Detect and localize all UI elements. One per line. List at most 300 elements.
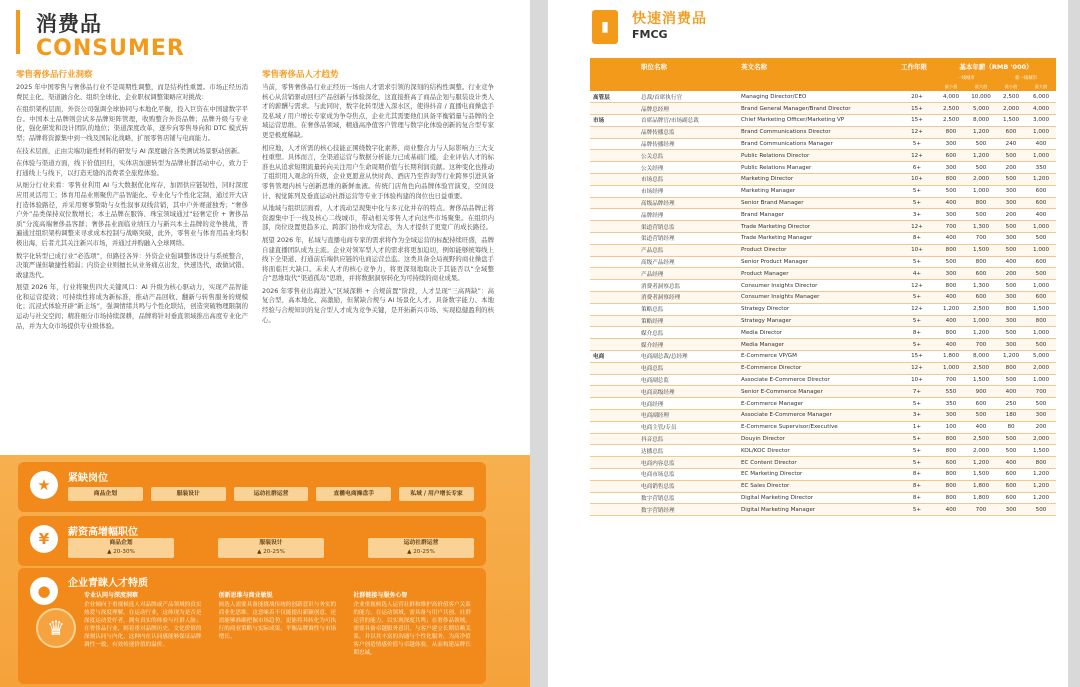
salary-cell: 700 xyxy=(936,221,966,233)
salary-cell: 300 xyxy=(996,185,1026,197)
talent-trend-column xyxy=(262,70,494,328)
table-row xyxy=(590,480,1056,492)
position-cn-header: 职位名称 xyxy=(638,58,738,74)
salary-cell: 500 xyxy=(996,244,1026,256)
salary-cell: 350 xyxy=(1026,162,1056,174)
position-cn-cell: 电商高级经理 xyxy=(638,386,738,398)
years-cell: 20+ xyxy=(898,91,936,103)
position-cn-cell: 电商经理 xyxy=(638,398,738,410)
dept-cell xyxy=(590,150,638,162)
dept-cell xyxy=(590,480,638,492)
salary-cell: 500 xyxy=(1026,398,1056,410)
years-cell: 6+ xyxy=(898,162,936,174)
years-cell: 5+ xyxy=(898,197,936,209)
position-en-cell: EC Marketing Director xyxy=(738,469,898,481)
position-en-cell: Marketing Manager xyxy=(738,185,898,197)
position-en-cell: E-Commerce Director xyxy=(738,362,898,374)
years-cell: 4+ xyxy=(898,268,936,280)
salary-cell: 900 xyxy=(966,386,996,398)
dept-header xyxy=(590,58,638,74)
salary-cell: 500 xyxy=(1026,233,1056,245)
paragraph: 相应地，人才所需的核心技能正围绕数字化素养、商业整合力与人际影响力三大支柱重塑。具体而言，全渠道运营与数据分析能力已成基础门槛，企业评估人才的标准也从追求短期流量转向关注用户生命周期价值与长期利润贡献。这种变化也推动了组织用人观念的升级，企业更愿意从快时尚、酒店乃至咨询等行业跨界引进具备零售管理内核与创新思维的新鲜血液。传统门店角色向品牌体验官演变，空间设计、视觉陈列及垂直运动社群运营等专业于体验构建的岗位也日益重要。 xyxy=(262,143,494,200)
salary-cell: 350 xyxy=(936,398,966,410)
position-en-cell: Trade Marketing Director xyxy=(738,221,898,233)
dept-cell: 电商 xyxy=(590,351,638,363)
salary-cell: 700 xyxy=(966,233,996,245)
salary-cell: 100 xyxy=(936,421,966,433)
position-en-cell: Digital Marketing Manager xyxy=(738,504,898,516)
salary-cell: 500 xyxy=(996,433,1026,445)
dept-cell xyxy=(590,374,638,386)
salary-cell: 600 xyxy=(996,469,1026,481)
dept-cell xyxy=(590,457,638,469)
salary-cell: 600 xyxy=(966,292,996,304)
salary-cell: 400 xyxy=(936,504,966,516)
salary-cell: 1,000 xyxy=(1026,221,1056,233)
position-en-cell: Managing Director/CEO xyxy=(738,91,898,103)
paragraph: 展望 2026 年，私域与直播电商专家的需求将作为全域运营的标配持续旺盛，品牌自建直播团队成为主流。企业对领军型人才的需求将更加迫切，例如能够统筹线上线下全渠道、打通前后端供应链的电商运营总监。这类具备全局视野的商业操盘手将面临巨大缺口。未来人才的核心竞争力，将更深刻地取决于其能否以“全域整合”思维取代“渠道孤岛”思维，并将数据洞察转化为可持续的商业成果。 xyxy=(262,235,494,283)
dept-cell xyxy=(590,292,638,304)
salary-cell: 400 xyxy=(936,292,966,304)
position-cn-cell: 数字营销经理 xyxy=(638,504,738,516)
position-en-cell: KOL/KOC Director xyxy=(738,445,898,457)
salary-increase-title: 薪资高增幅职位 xyxy=(68,527,138,538)
salary-cell: 800 xyxy=(1026,457,1056,469)
salary-cell: 1,200 xyxy=(1026,174,1056,186)
salary-cell: 300 xyxy=(936,209,966,221)
hot-position-chip: 服装设计 xyxy=(151,487,226,501)
salary-cell: 800 xyxy=(936,492,966,504)
position-cn-cell: 市场经理 xyxy=(638,185,738,197)
dept-cell xyxy=(590,339,638,351)
salary-cell: 250 xyxy=(996,398,1026,410)
salary-cell: 1,000 xyxy=(1026,374,1056,386)
salary-cell: 300 xyxy=(936,138,966,150)
salary-cell: 400 xyxy=(1026,209,1056,221)
position-en-cell: Digital Marketing Director xyxy=(738,492,898,504)
salary-cell: 1,200 xyxy=(966,457,996,469)
years-cell: 15+ xyxy=(898,351,936,363)
dept-cell xyxy=(590,398,638,410)
salary-cell: 8,000 xyxy=(966,351,996,363)
position-cn-cell: 电商主管/专员 xyxy=(638,421,738,433)
years-header: 工作年限 xyxy=(898,58,936,74)
position-en-cell: Strategy Director xyxy=(738,303,898,315)
position-cn-cell: 电商副总裁/总经理 xyxy=(638,351,738,363)
table-row xyxy=(590,386,1056,398)
salary-cell: 700 xyxy=(966,504,996,516)
hot-position-chip: 商品企划 xyxy=(68,487,143,501)
position-cn-cell: 市场总监 xyxy=(638,174,738,186)
salary-cell: 1,500 xyxy=(966,374,996,386)
table-row xyxy=(590,327,1056,339)
years-cell: 3+ xyxy=(898,209,936,221)
years-cell: 10+ xyxy=(898,244,936,256)
industry-insight-heading: 零售奢侈品行业洞察 xyxy=(16,70,93,80)
position-cn-cell: 高级品牌经理 xyxy=(638,197,738,209)
position-en-cell: Brand Manager xyxy=(738,209,898,221)
salary-cell: 80 xyxy=(996,421,1026,433)
salary-cell: 800 xyxy=(996,303,1026,315)
position-en-cell: E-Commerce Supervisor/Executive xyxy=(738,421,898,433)
star-icon: ★ xyxy=(30,471,58,499)
salary-cell: 500 xyxy=(966,410,996,422)
dept-cell xyxy=(590,303,638,315)
salary-cell: 2,000 xyxy=(1026,433,1056,445)
table-row xyxy=(590,91,1056,103)
hot-positions-title: 紧缺岗位 xyxy=(68,473,108,484)
position-en-header: 英文名称 xyxy=(738,58,898,74)
dept-cell xyxy=(590,445,638,457)
position-name: 运动社群运营 xyxy=(403,540,439,546)
position-cn-cell: 渠道营销经理 xyxy=(638,233,738,245)
table-row xyxy=(590,280,1056,292)
salary-cell: 500 xyxy=(936,256,966,268)
years-cell: 8+ xyxy=(898,480,936,492)
paragraph: 2025 年中国零售与奢侈品行业不是周期性调整，而是结构性重置。市场正经历消费民主化、渠道融合化、组织全球化、企业职权调整策略应对挑战： xyxy=(16,83,248,101)
position-en-cell: Douyin Director xyxy=(738,433,898,445)
paragraph: 在组织架构层面，外资公司强调全球协同与本地化平衡，投入巨资在中国建数字平台。中国本土品牌则尝试多品牌矩阵管理，收购整合外资品牌；品牌升级与专业化，强化研发和设计团队的地位；渠道深度改革，逐步向零售导向和 DTC 模式转型；品牌将资源集中到一线及国际化战略，扩展零售店铺与电商能力。 xyxy=(16,105,248,142)
position-cn-cell: 达播总监 xyxy=(638,445,738,457)
dept-cell: 高管层 xyxy=(590,91,638,103)
table-row xyxy=(590,115,1056,127)
quality-heading: 创新思维与商业敏锐 xyxy=(218,592,273,599)
hot-position-chip: 直播电商操盘手 xyxy=(316,487,391,501)
salary-cell: 300 xyxy=(936,268,966,280)
dept-cell xyxy=(590,209,638,221)
years-cell: 5+ xyxy=(898,433,936,445)
salary-cell: 1,500 xyxy=(966,244,996,256)
position-en-cell: EC Content Director xyxy=(738,457,898,469)
position-cn-cell: 产品经理 xyxy=(638,268,738,280)
salary-cell: 600 xyxy=(936,457,966,469)
table-row xyxy=(590,221,1056,233)
salary-cell: 600 xyxy=(966,398,996,410)
years-cell: 8+ xyxy=(898,469,936,481)
salary-cell: 2,500 xyxy=(966,433,996,445)
salary-cell: 2,500 xyxy=(936,115,966,127)
accent-bar xyxy=(16,10,20,54)
salary-cell: 800 xyxy=(1026,315,1056,327)
salary-cell: 600 xyxy=(1026,197,1056,209)
dept-cell: 市场 xyxy=(590,115,638,127)
table-row xyxy=(590,268,1056,280)
position-cn-cell: 高级产品经理 xyxy=(638,256,738,268)
talent-qualities-title: 企业青睐人才特质 xyxy=(68,578,148,589)
years-cell: 15+ xyxy=(898,103,936,115)
position-en-cell: E-Commerce Manager xyxy=(738,398,898,410)
salary-cell: 1,200 xyxy=(1026,492,1056,504)
years-cell: 8+ xyxy=(898,327,936,339)
salary-cell: 400 xyxy=(1026,138,1056,150)
position-cn-cell: 电商市场总监 xyxy=(638,469,738,481)
salary-cell: 700 xyxy=(966,339,996,351)
quality-body: 企业倾向于重视候选人对品牌或产品领域的真实热爱与深度理解。在运动行业，这体现为是否是深度运动爱好者，拥有真实的体验与社群人脉；在奢侈品行业，则着重对品牌历史、文化价值的深刻认同与内化，这种内在认同感能够保证品牌调性一致，有效传递价值的溢价。 xyxy=(84,602,202,648)
salary-cell: 500 xyxy=(966,162,996,174)
max-header: 最大值 xyxy=(966,82,996,91)
position-en-cell: Chief Marketing Officer/Marketing VP xyxy=(738,115,898,127)
position-en-cell: Associate E-Commerce Manager xyxy=(738,410,898,422)
salary-cell: 800 xyxy=(996,362,1026,374)
paragraph: 数字化转型已成行业“必选项”，但路径各异：外资企业强调整体设计与系统整合，决策严谨但敏捷性稍弱；内资企业则擅长从业务痛点出发，快速迭代，敢做试错、敢建迭代。 xyxy=(16,251,248,279)
salary-cell: 2,000 xyxy=(1026,362,1056,374)
paragraph: 在体验与渠道方面，线下价值回归，实体店加速转型为品牌社群活动中心，致力于打通线上与线下，以打造无缝的消费者全旅程体验。 xyxy=(16,159,248,177)
new-tier1-city-header: 新一线城市 xyxy=(996,74,1056,82)
dept-cell xyxy=(590,244,638,256)
paragraph: 从细分行业来看：零售业利用 AI 与大数据优化库存，加固供应链韧性，同时深度应用灵活用工；体育用品业则聚焦产品智能化、专业化与个性化定制，通过开大店打造体验路径，并采用赛事赞助与女性叙事双线营销，其中户外赛道独秀；“奢侈户外”品类保持双位数增长；本土品牌在服饰、珠宝领域通过“轻奢定价 + 奢侈品质”分流高端奢侈品客群；奢侈品业面临业绩压力与新兴本土品牌的竞争挑战，普遍通过组织架构调整来寻求成本控制与战略突破，此外，零售业与体育用品业均积极出海，后者尤其关注新兴市场，并通过并购融入全球网络。 xyxy=(16,181,248,247)
salary-cell: 800 xyxy=(936,327,966,339)
dept-cell xyxy=(590,280,638,292)
dept-cell xyxy=(590,421,638,433)
bottle-icon: ▮ xyxy=(592,10,618,44)
salary-cell: 800 xyxy=(936,174,966,186)
salary-cell: 500 xyxy=(966,138,996,150)
years-cell: 10+ xyxy=(898,174,936,186)
salary-cell: 400 xyxy=(936,339,966,351)
money-icon: ¥ xyxy=(30,525,58,553)
industry-insight-column xyxy=(16,70,248,334)
salary-cell: 300 xyxy=(1026,410,1056,422)
salary-cell: 300 xyxy=(996,339,1026,351)
salary-cell: 400 xyxy=(996,457,1026,469)
salary-cell: 1,000 xyxy=(1026,280,1056,292)
salary-cell: 1,500 xyxy=(996,115,1026,127)
dept-cell xyxy=(590,185,638,197)
dept-cell xyxy=(590,256,638,268)
table-row xyxy=(590,492,1056,504)
salary-cell: 500 xyxy=(1026,339,1056,351)
trophy-icon: ♛ xyxy=(36,608,76,648)
position-en-cell: Public Relations Director xyxy=(738,150,898,162)
empty-header xyxy=(590,82,936,91)
salary-cell: 500 xyxy=(996,374,1026,386)
salary-cell: 800 xyxy=(936,244,966,256)
quality-body: 企业重视候选人运营社群和维护高价值客户关系的能力。在运动领域，需具备与用户共创、社群运营的能力，以实现深度共鸣；在奢侈品领域，需要具备卓越服务意识，与客户建立长期信赖关系，并以其丰富的沟通与个性化服务，为高净值客户创造情感价值与卓越体验，从而构建品牌长期忠诚。 xyxy=(353,602,471,656)
dept-cell xyxy=(590,233,638,245)
years-cell: 5+ xyxy=(898,256,936,268)
position-en-cell: EC Sales Director xyxy=(738,480,898,492)
salary-cell: 500 xyxy=(996,174,1026,186)
salary-cell: 2,500 xyxy=(936,103,966,115)
salary-table-wrapper xyxy=(590,58,1056,516)
dept-cell xyxy=(590,410,638,422)
position-cn-cell: 电商副经理 xyxy=(638,410,738,422)
salary-cell: 300 xyxy=(936,410,966,422)
position-cn-cell: 公关总监 xyxy=(638,150,738,162)
salary-cell: 200 xyxy=(996,268,1026,280)
salary-cell: 240 xyxy=(996,138,1026,150)
position-cn-cell: 首席品牌官/市场副总裁 xyxy=(638,115,738,127)
salary-cell: 1,200 xyxy=(1026,480,1056,492)
salary-cell: 500 xyxy=(996,280,1026,292)
years-cell: 1+ xyxy=(898,421,936,433)
salary-cell: 1,300 xyxy=(966,221,996,233)
salary-cell: 600 xyxy=(1026,185,1056,197)
table-row xyxy=(590,339,1056,351)
salary-cell: 2,000 xyxy=(966,445,996,457)
salary-cell: 2,000 xyxy=(966,174,996,186)
table-row xyxy=(590,256,1056,268)
table-row xyxy=(590,315,1056,327)
salary-cell: 1,500 xyxy=(1026,303,1056,315)
salary-cell: 2,500 xyxy=(966,303,996,315)
salary-cell: 1,200 xyxy=(966,327,996,339)
salary-cell: 500 xyxy=(1026,268,1056,280)
years-cell: 5+ xyxy=(898,504,936,516)
position-en-cell: Brand General Manager/Brand Director xyxy=(738,103,898,115)
table-row xyxy=(590,398,1056,410)
position-cn-cell: 策略总监 xyxy=(638,303,738,315)
salary-cell: 300 xyxy=(996,233,1026,245)
position-cn-cell: 公关经理 xyxy=(638,162,738,174)
salary-cell: 3,000 xyxy=(1026,115,1056,127)
salary-cell: 600 xyxy=(936,150,966,162)
years-cell: 5+ xyxy=(898,339,936,351)
page-title-en: CONSUMER xyxy=(36,36,185,61)
table-row xyxy=(590,174,1056,186)
salary-cell: 500 xyxy=(996,221,1026,233)
table-row xyxy=(590,126,1056,138)
salary-cell: 500 xyxy=(996,445,1026,457)
table-row xyxy=(590,103,1056,115)
dept-cell xyxy=(590,221,638,233)
salary-cell: 200 xyxy=(996,209,1026,221)
salary-cell: 800 xyxy=(936,480,966,492)
years-cell: 12+ xyxy=(898,362,936,374)
salary-cell: 500 xyxy=(1026,504,1056,516)
years-cell: 8+ xyxy=(898,233,936,245)
salary-cell: 5,000 xyxy=(966,103,996,115)
position-en-cell: Media Director xyxy=(738,327,898,339)
position-cn-cell: 电商内容总监 xyxy=(638,457,738,469)
talent-trend-heading: 零售奢侈品人才趋势 xyxy=(262,70,339,80)
table-row xyxy=(590,445,1056,457)
salary-cell: 180 xyxy=(996,410,1026,422)
salary-cell: 1,000 xyxy=(1026,126,1056,138)
salary-increase-chip xyxy=(368,538,474,558)
salary-cell: 1,200 xyxy=(1026,469,1056,481)
position-cn-cell: 数字营销总监 xyxy=(638,492,738,504)
position-en-cell: Associate E-Commerce Director xyxy=(738,374,898,386)
years-cell: 12+ xyxy=(898,126,936,138)
salary-cell: 600 xyxy=(996,126,1026,138)
salary-table xyxy=(590,58,1056,516)
salary-cell: 800 xyxy=(936,445,966,457)
dept-cell xyxy=(590,433,638,445)
salary-cell: 2,500 xyxy=(996,91,1026,103)
table-row xyxy=(590,150,1056,162)
paragraph: 当前，零售奢侈品行业正经历一场由人才需求引领的深刻的结构性调整。行业竞争核心从营销驱动回归产品创新与体验深化，这直接推高了商品企划与服装设计类人才的薪酬与需求。与此同时，数字化转型进入深水区，使得抖音 / 直播电商操盘手及私域 / 用户增长专家成为争夺焦点，企业尤其需要他们具备平衡销量与品牌的全域运营思维。在奢侈品领域，精通高净值客户管理与数字化体验创新的复合型专家更是极度稀缺。 xyxy=(262,83,494,139)
salary-cell: 400 xyxy=(936,233,966,245)
position-cn-cell: 消费者洞察经理 xyxy=(638,292,738,304)
dept-cell xyxy=(590,103,638,115)
years-cell: 15+ xyxy=(898,115,936,127)
position-cn-cell: 电商总监 xyxy=(638,362,738,374)
salary-cell: 1,000 xyxy=(966,185,996,197)
dept-cell xyxy=(590,469,638,481)
salary-cell: 1,000 xyxy=(1026,150,1056,162)
quality-column xyxy=(353,590,476,657)
dept-cell xyxy=(590,138,638,150)
min-header: 最小值 xyxy=(936,82,966,91)
position-cn-cell: 产品总监 xyxy=(638,244,738,256)
dept-cell xyxy=(590,174,638,186)
dept-cell xyxy=(590,386,638,398)
talent-qualities-band xyxy=(18,568,486,684)
salary-cell: 600 xyxy=(1026,256,1056,268)
salary-cell: 2,000 xyxy=(996,103,1026,115)
position-en-cell: Product Manager xyxy=(738,268,898,280)
dept-cell xyxy=(590,492,638,504)
table-row xyxy=(590,362,1056,374)
table-row xyxy=(590,197,1056,209)
salary-cell: 1,200 xyxy=(966,150,996,162)
fmcg-page xyxy=(548,0,1068,687)
salary-cell: 600 xyxy=(1026,292,1056,304)
table-row xyxy=(590,457,1056,469)
position-cn-cell: 媒介总监 xyxy=(638,327,738,339)
max-header: 最大值 xyxy=(1026,82,1056,91)
paragraph: 在技术层面，正由尖端功能性材料的研发与 AI 深度融合各类测试场景驱动创新。 xyxy=(16,146,244,155)
position-en-cell: E-Commerce VP/GM xyxy=(738,351,898,363)
salary-cell: 300 xyxy=(936,162,966,174)
position-cn-cell: 品牌传播总监 xyxy=(638,126,738,138)
dept-cell xyxy=(590,162,638,174)
table-row xyxy=(590,209,1056,221)
table-row xyxy=(590,421,1056,433)
dept-cell xyxy=(590,327,638,339)
position-en-cell: Senior Brand Manager xyxy=(738,197,898,209)
salary-cell: 500 xyxy=(936,185,966,197)
increase-value: ▲ 20-25% xyxy=(257,549,285,555)
quality-heading: 社群链接与服务心智 xyxy=(353,592,408,599)
years-cell: 5+ xyxy=(898,457,936,469)
position-en-cell: Trade Marketing Manager xyxy=(738,233,898,245)
years-cell: 5+ xyxy=(898,315,936,327)
years-cell: 12+ xyxy=(898,303,936,315)
position-en-cell: Consumer Insights Manager xyxy=(738,292,898,304)
position-en-cell: Marketing Director xyxy=(738,174,898,186)
salary-cell: 1,500 xyxy=(1026,445,1056,457)
salary-cell: 600 xyxy=(996,492,1026,504)
position-name: 商品企划 xyxy=(109,540,133,546)
salary-cell: 300 xyxy=(996,197,1026,209)
position-cn-cell: 电商副总监 xyxy=(638,374,738,386)
table-row xyxy=(590,185,1056,197)
salary-cell: 1,800 xyxy=(966,480,996,492)
salary-cell: 300 xyxy=(996,315,1026,327)
years-cell: 12+ xyxy=(898,280,936,292)
salary-cell: 400 xyxy=(996,256,1026,268)
salary-cell: 1,200 xyxy=(996,351,1026,363)
quality-column xyxy=(219,590,342,657)
empty-header xyxy=(590,74,936,82)
salary-cell: 700 xyxy=(936,374,966,386)
salary-cell: 1,300 xyxy=(966,280,996,292)
salary-cell: 1,000 xyxy=(1026,327,1056,339)
salary-cell: 300 xyxy=(996,504,1026,516)
table-row xyxy=(590,233,1056,245)
salary-cell: 200 xyxy=(996,162,1026,174)
table-row xyxy=(590,374,1056,386)
years-cell: 5+ xyxy=(898,138,936,150)
salary-cell: 1,200 xyxy=(966,126,996,138)
years-cell: 5+ xyxy=(898,292,936,304)
hot-position-chip: 运动社群运营 xyxy=(234,487,309,501)
salary-cell: 500 xyxy=(996,327,1026,339)
salary-cell: 800 xyxy=(966,256,996,268)
position-en-cell: Senior Product Manager xyxy=(738,256,898,268)
